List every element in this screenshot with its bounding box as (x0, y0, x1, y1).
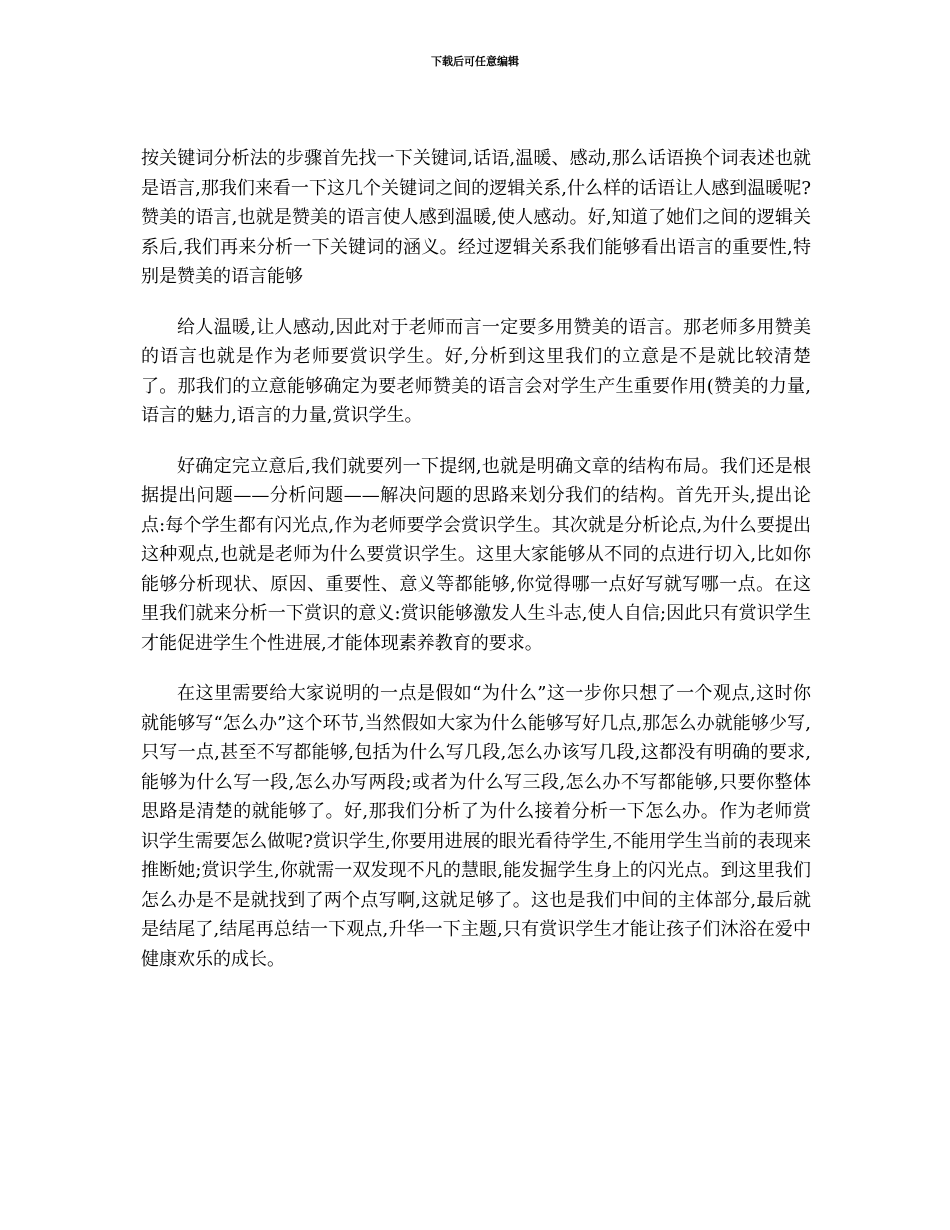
paragraph-1: 按关键词分析法的步骤首先找一下关键词,话语,温暖、感动,那么话语换个词表述也就是语言,那我们来看一下这几个关键词之间的逻辑关系,什么样的话语让人感到温暖呢?赞美的语言,也就是赞美的语言使人感到温暖,使人感动。好,知道了她们之间的逻辑关系后,我们再来分析一下关键词的涵义。经过逻辑关系我们能够看出语言的重要性,特别是赞美的语言能够 (141, 148, 811, 287)
paragraph-4: 在这里需要给大家说明的一点是假如“为什么”这一步你只想了一个观点,这时你就能够写“怎么办”这个环节,当然假如大家为什么能够写好几点,那怎么办就能够少写,只写一点,甚至不写都能够,包括为什么写几段,怎么办该写几段,这都没有明确的要求,能够为什么写一段,怎么办写两段;或者为什么写三段,怎么办不写都能够,只要你整体思路是清楚的就能够了。好,那我们分析了为什么接着分析一下怎么办。作为老师赏识学生需要怎么做呢?赏识学生,你要用进展的眼光看待学生,不能用学生当前的表现来推断她;赏识学生,你就需一双发现不凡的慧眼,能发掘学生身上的闪光点。到这里我们怎么办是不是就找到了两个点写啊,这就足够了。这也是我们中间的主体部分,最后就是结尾了,结尾再总结一下观点,升华一下主题,只有赏识学生才能让孩子们沐浴在爱中健康欢乐的成长。 (141, 683, 811, 970)
paragraph-2: 给人温暖,让人感动,因此对于老师而言一定要多用赞美的语言。那老师多用赞美的语言也就是作为老师要赏识学生。好,分析到这里我们的立意是不是就比较清楚了。那我们的立意能够确定为要老师赞美的语言会对学生产生重要作用(赞美的力量,语言的魅力,语言的力量,赏识学生。 (141, 316, 811, 426)
paragraph-3: 好确定完立意后,我们就要列一下提纲,也就是明确文章的结构布局。我们还是根据提出问题——分析问题——解决问题的思路来划分我们的结构。首先开头,提出论点:每个学生都有闪光点,作为老师要学会赏识学生。其次就是分析论点,为什么要提出这种观点,也就是老师为什么要赏识学生。这里大家能够从不同的点进行切入,比如你能够分析现状、原因、重要性、意义等都能够,你觉得哪一点好写就写哪一点。在这里我们就来分析一下赏识的意义:赏识能够激发人生斗志,使人自信;因此只有赏识学生才能促进学生个性进展,才能体现素养教育的要求。 (141, 455, 811, 654)
page-header: 下载后可任意编辑 (431, 55, 519, 68)
document-body (141, 144, 811, 995)
